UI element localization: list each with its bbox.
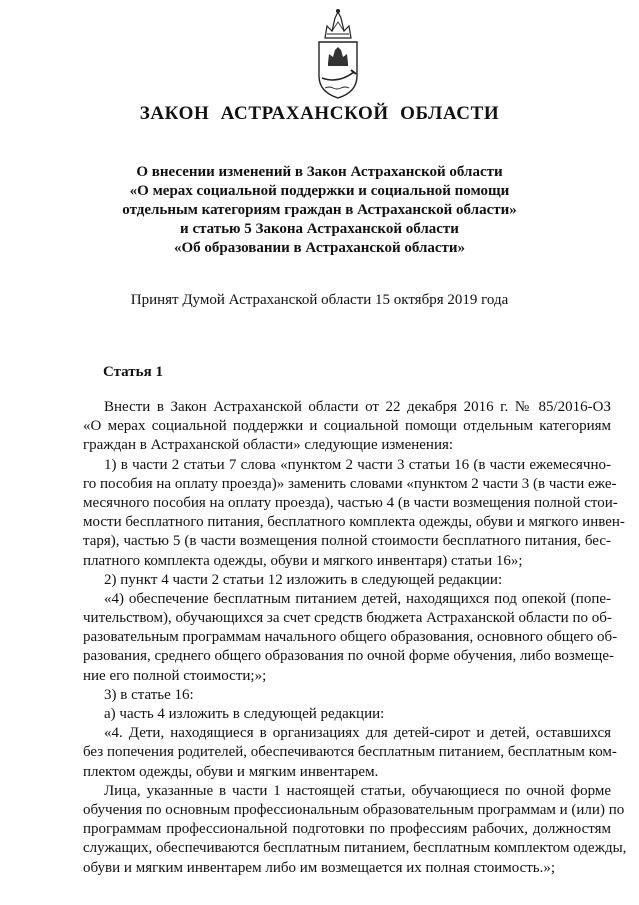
subtitle-line: О внесении изменений в Закон Астраханской области <box>136 164 503 180</box>
body-line: программам профессиональной подготовки по профессиям рабочих, должностям <box>83 821 611 838</box>
body-line: обучения по основным профессиональным образовательным программам и (или) по <box>83 801 625 818</box>
body-line: разования, среднего общего образования по очной форме обучения, либо возмеще- <box>83 648 614 665</box>
body-line: «О мерах социальной поддержки и социальной помощи отдельным категориям <box>83 418 611 435</box>
adoption-statement: Принят Думой Астраханской области 15 октября 2019 года <box>130 292 509 308</box>
body-line: а) часть 4 изложить в следующей редакции: <box>104 706 385 722</box>
body-line: обуви и мягким инвентарем либо им возмещается их полная стоимость.»; <box>83 859 556 876</box>
body-line: плектом одежды, обуви и мягким инвентарем. <box>83 763 379 780</box>
subtitle-line: отдельным категориям граждан в Астраханской области» <box>122 202 517 218</box>
body-line: 2) пункт 4 части 2 статьи 12 изложить в следующей редакции: <box>104 571 503 588</box>
body-line: Лица, указанные в части 1 настоящей статьи, обучающиеся по очной форме <box>104 782 611 799</box>
body-line: мости бесплатного питания, бесплатного комплекта одежды, обуви и мягкого инвен- <box>83 514 625 531</box>
law-title: ЗАКОН АСТРАХАНСКОЙ ОБЛАСТИ <box>139 103 500 124</box>
law-subtitle <box>0 163 639 258</box>
body-line: платного комплекта одежды, обуви и мягкого инвентаря) статьи 16»; <box>83 552 523 569</box>
article-body <box>83 398 627 878</box>
body-line: 1) в части 2 статьи 7 слова «пунктом 2 части 3 статьи 16 (в части ежемесячно- <box>104 456 611 473</box>
body-line: граждан в Астраханской области» следующие изменения: <box>83 437 454 454</box>
article-heading: Статья 1 <box>103 364 163 380</box>
astrakhan-coat-of-arms-icon <box>313 8 363 100</box>
body-line: таря), частью 5 (в части возмещения полной стоимости бесплатного питания, бес- <box>83 533 611 550</box>
subtitle-line: «Об образовании в Астраханской области» <box>173 240 466 256</box>
body-line: без попечения родителей, обеспечиваются бесплатным питанием, бесплатным ком- <box>83 744 617 761</box>
body-line: Внести в Закон Астраханской области от 22 декабря 2016 г. № 85/2016-ОЗ <box>104 399 611 415</box>
body-line: разовательным программам начального общего образования, основного общего об- <box>83 629 618 646</box>
body-line: го пособия на оплату проезда)» заменить словами «пунктом 2 части 3 (в части еже- <box>83 475 617 492</box>
body-line: 3) в статье 16: <box>104 686 194 703</box>
body-line: «4) обеспечение бесплатным питанием детей, находящихся под опекой (попе- <box>104 590 611 607</box>
body-line: месячного пособия на оплату проезда), частью 4 (в части возмещения полной стои- <box>83 494 618 511</box>
body-line: служащих, обеспечиваются бесплатным питанием, бесплатным комплектом одежды, <box>83 840 627 857</box>
subtitle-line: и статью 5 Закона Астраханской области <box>180 221 459 237</box>
body-line: ние его полной стоимости;»; <box>83 667 267 684</box>
body-line: чительством), обучающихся за счет средств бюджета Астраханской области по об- <box>83 610 612 627</box>
subtitle-line: «О мерах социальной поддержки и социальной помощи <box>129 183 510 199</box>
body-line: «4. Дети, находящиеся в организациях для детей-сирот и детей, оставшихся <box>104 725 611 742</box>
